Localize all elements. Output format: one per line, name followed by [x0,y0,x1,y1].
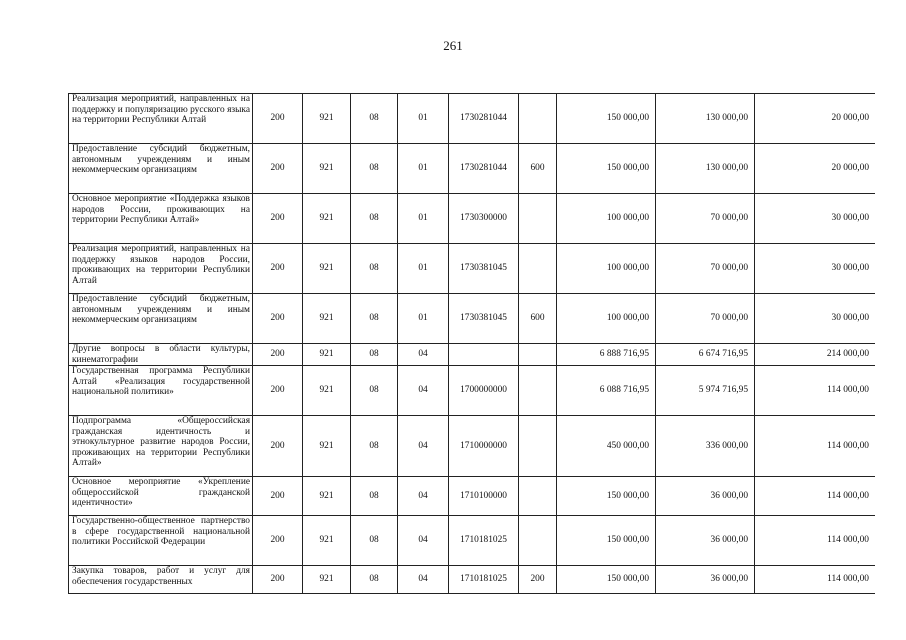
cell-c2: 921 [303,94,351,144]
budget-table-container [68,93,875,623]
cell-vr [519,244,557,294]
table-row [69,344,876,366]
cell-c4: 04 [398,516,449,566]
cell-c2: 921 [303,516,351,566]
row-name: Закупка товаров, работ и услуг для обеспечения государственных [69,566,253,594]
cell-v3: 20 000,00 [755,94,876,144]
cell-c1: 200 [253,416,303,477]
table-row [69,294,876,344]
cell-c2: 921 [303,477,351,516]
cell-c3: 08 [351,294,398,344]
table-row [69,477,876,516]
cell-c4: 01 [398,244,449,294]
row-name: Предоставление субсидий бюджетным, автономным учреждениям и иным некоммерческим организациям [69,294,253,344]
cell-v1: 150 000,00 [557,566,656,594]
cell-c3: 08 [351,244,398,294]
cell-vr [519,416,557,477]
cell-v1: 150 000,00 [557,516,656,566]
cell-code: 1730381045 [449,244,519,294]
cell-code: 1730300000 [449,194,519,244]
cell-code: 1710181025 [449,516,519,566]
row-name: Реализация мероприятий, направленных на поддержку языков народов России, проживающих на территории Республики Алтай [69,244,253,294]
cell-v3: 114 000,00 [755,416,876,477]
cell-c3: 08 [351,194,398,244]
table-row [69,366,876,416]
row-name: Основное мероприятие «Поддержка языков народов России, проживающих на территории Республики Алтай» [69,194,253,244]
cell-c1: 200 [253,294,303,344]
cell-c4: 04 [398,416,449,477]
table-body [69,94,876,594]
cell-c3: 08 [351,94,398,144]
cell-vr [519,94,557,144]
table-row [69,194,876,244]
table-row [69,144,876,194]
cell-vr: 200 [519,566,557,594]
cell-c1: 200 [253,244,303,294]
cell-v2: 6 674 716,95 [656,344,755,366]
cell-v3: 114 000,00 [755,516,876,566]
cell-v2: 130 000,00 [656,144,755,194]
cell-vr [519,194,557,244]
cell-v2: 5 974 716,95 [656,366,755,416]
cell-c1: 200 [253,477,303,516]
row-name: Государственно-общественное партнерство в сфере государственной национальной политики Российской Федерации [69,516,253,566]
cell-code: 1710100000 [449,477,519,516]
cell-c1: 200 [253,194,303,244]
page-number: 261 [443,38,463,53]
cell-c4: 01 [398,144,449,194]
cell-v3: 214 000,00 [755,344,876,366]
cell-c4: 04 [398,477,449,516]
cell-code: 1710000000 [449,416,519,477]
cell-c2: 921 [303,294,351,344]
row-name: Основное мероприятие «Укрепление общероссийской гражданской идентичности» [69,477,253,516]
cell-c1: 200 [253,566,303,594]
cell-v3: 114 000,00 [755,566,876,594]
cell-v3: 30 000,00 [755,294,876,344]
cell-vr [519,366,557,416]
cell-c3: 08 [351,344,398,366]
cell-c4: 04 [398,566,449,594]
budget-table [68,93,875,594]
cell-v1: 100 000,00 [557,244,656,294]
cell-v3: 30 000,00 [755,194,876,244]
cell-v1: 6 088 716,95 [557,366,656,416]
cell-c2: 921 [303,566,351,594]
cell-c3: 08 [351,416,398,477]
cell-code: 1700000000 [449,366,519,416]
row-name: Реализация мероприятий, направленных на поддержку и популяризацию русского языка на территории Республики Алтай [69,94,253,144]
cell-vr [519,344,557,366]
cell-code: 1730381045 [449,294,519,344]
table-row [69,244,876,294]
cell-c1: 200 [253,366,303,416]
cell-v3: 114 000,00 [755,366,876,416]
table-row [69,566,876,594]
cell-v2: 336 000,00 [656,416,755,477]
cell-c2: 921 [303,244,351,294]
cell-v2: 36 000,00 [656,566,755,594]
cell-v1: 450 000,00 [557,416,656,477]
cell-v2: 130 000,00 [656,94,755,144]
cell-c3: 08 [351,477,398,516]
cell-vr: 600 [519,144,557,194]
cell-v2: 36 000,00 [656,516,755,566]
cell-c4: 01 [398,94,449,144]
cell-c1: 200 [253,94,303,144]
row-name: Другие вопросы в области культуры, кинематографии [69,344,253,366]
cell-vr: 600 [519,294,557,344]
cell-c3: 08 [351,516,398,566]
cell-v1: 150 000,00 [557,94,656,144]
cell-v1: 150 000,00 [557,477,656,516]
cell-v1: 100 000,00 [557,194,656,244]
cell-code: 1730281044 [449,94,519,144]
cell-v1: 150 000,00 [557,144,656,194]
cell-v2: 70 000,00 [656,294,755,344]
table-row [69,416,876,477]
cell-v3: 30 000,00 [755,244,876,294]
cell-c2: 921 [303,144,351,194]
cell-vr [519,477,557,516]
cell-c2: 921 [303,194,351,244]
cell-v2: 70 000,00 [656,194,755,244]
cell-c1: 200 [253,344,303,366]
row-name: Подпрограмма «Общероссийская гражданская идентичность и этнокультурное развитие народов России, проживающих на территории Республики Алтай» [69,416,253,477]
cell-v3: 20 000,00 [755,144,876,194]
cell-c1: 200 [253,516,303,566]
cell-v3: 114 000,00 [755,477,876,516]
cell-code [449,344,519,366]
cell-c3: 08 [351,366,398,416]
cell-c2: 921 [303,416,351,477]
cell-c3: 08 [351,566,398,594]
cell-v2: 70 000,00 [656,244,755,294]
row-name: Государственная программа Республики Алтай «Реализация государственной национальной политики» [69,366,253,416]
cell-code: 1710181025 [449,566,519,594]
cell-c2: 921 [303,344,351,366]
table-row [69,94,876,144]
cell-c2: 921 [303,366,351,416]
cell-vr [519,516,557,566]
cell-v1: 6 888 716,95 [557,344,656,366]
cell-c4: 04 [398,366,449,416]
cell-c1: 200 [253,144,303,194]
cell-c4: 01 [398,294,449,344]
cell-v1: 100 000,00 [557,294,656,344]
cell-c4: 04 [398,344,449,366]
row-name: Предоставление субсидий бюджетным, автономным учреждениям и иным некоммерческим организациям [69,144,253,194]
cell-code: 1730281044 [449,144,519,194]
cell-c3: 08 [351,144,398,194]
cell-v2: 36 000,00 [656,477,755,516]
table-row [69,516,876,566]
cell-c4: 01 [398,194,449,244]
